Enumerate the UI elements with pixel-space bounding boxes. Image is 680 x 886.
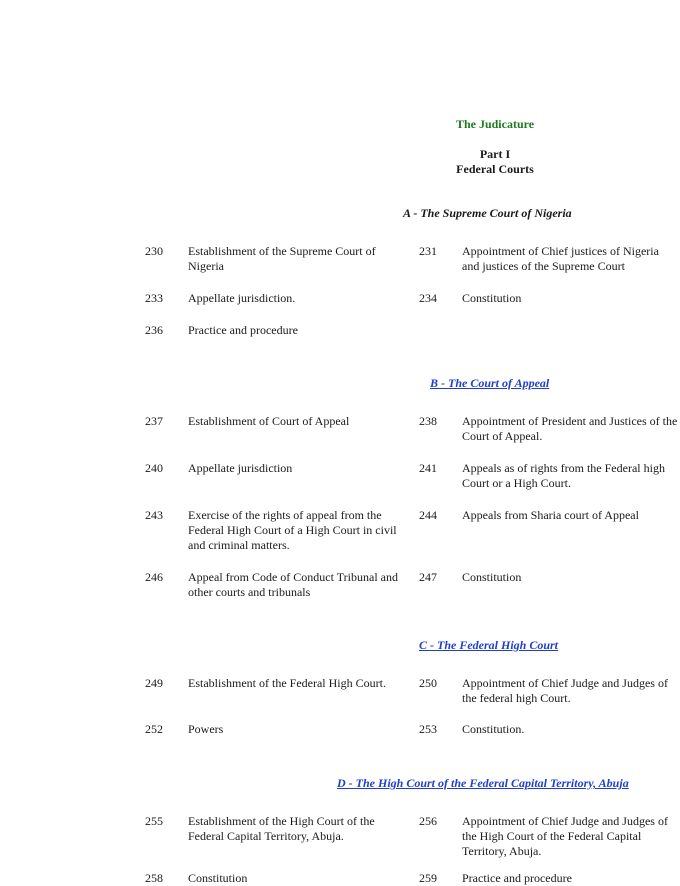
section-number: 243 (145, 508, 163, 522)
section-number: 256 (419, 814, 437, 828)
section-heading-fct-high-court[interactable]: D - The High Court of the Federal Capital Territory, Abuja (337, 776, 629, 790)
part-subtitle: Federal Courts (456, 162, 534, 176)
section-title: Appeal from Code of Conduct Tribunal and other courts and tribunals (188, 570, 398, 599)
section-title: Appeals from Sharia court of Appeal (462, 508, 639, 522)
section-title: Establishment of the Federal High Court. (188, 676, 386, 690)
section-title: Powers (188, 722, 224, 736)
section-title: Establishment of Court of Appeal (188, 414, 350, 428)
part-label: Part I (479, 147, 511, 161)
section-number: 250 (419, 676, 437, 690)
section-number: 241 (419, 461, 437, 475)
section-heading-federal-high-court[interactable]: C - The Federal High Court (419, 638, 559, 652)
section-number: 246 (145, 570, 163, 584)
section-number: 238 (419, 414, 437, 428)
section-number: 249 (145, 676, 163, 690)
section-title: Appointment of President and Justices of the Court of Appeal. (462, 414, 678, 443)
section-number: 240 (145, 461, 163, 475)
section-title: Practice and procedure (188, 323, 298, 337)
section-number: 234 (419, 291, 437, 305)
section-title: Constitution. (462, 722, 525, 736)
section-number: 237 (145, 414, 163, 428)
section-title: Appeals as of rights from the Federal high Court or a High Court. (462, 461, 665, 490)
section-title: Constitution (188, 871, 248, 885)
section-number: 236 (145, 323, 163, 337)
section-title: Establishment of the High Court of the Federal Capital Territory, Abuja. (188, 814, 375, 843)
section-number: 233 (145, 291, 163, 305)
section-heading-court-of-appeal[interactable]: B - The Court of Appeal (430, 376, 550, 390)
page-title: The Judicature (455, 117, 535, 131)
section-title: Appointment of Chief justices of Nigeria and justices of the Supreme Court (462, 244, 659, 273)
section-title: Constitution (462, 291, 522, 305)
section-title: Appellate jurisdiction. (188, 291, 296, 305)
section-heading-supreme-court: A - The Supreme Court of Nigeria (403, 206, 572, 220)
section-title: Appointment of Chief Judge and Judges of the federal high Court. (462, 676, 668, 705)
section-title: Establishment of the Supreme Court of Nigeria (188, 244, 376, 273)
section-number: 258 (145, 871, 163, 885)
section-title: Constitution (462, 570, 522, 584)
section-number: 247 (419, 570, 437, 584)
section-title: Appointment of Chief Judge and Judges of the High Court of the Federal Capital Territory, Abuja. (462, 814, 668, 858)
section-title: Practice and procedure (462, 871, 572, 885)
section-number: 255 (145, 814, 163, 828)
section-title: Exercise of the rights of appeal from the Federal High Court of a High Court in civil and criminal matters. (188, 508, 397, 552)
section-number: 252 (145, 722, 163, 736)
section-number: 244 (419, 508, 437, 522)
section-number: 253 (419, 722, 437, 736)
section-number: 231 (419, 244, 437, 258)
section-number: 230 (145, 244, 163, 258)
section-title: Appellate jurisdiction (188, 461, 293, 475)
section-number: 259 (419, 871, 437, 885)
